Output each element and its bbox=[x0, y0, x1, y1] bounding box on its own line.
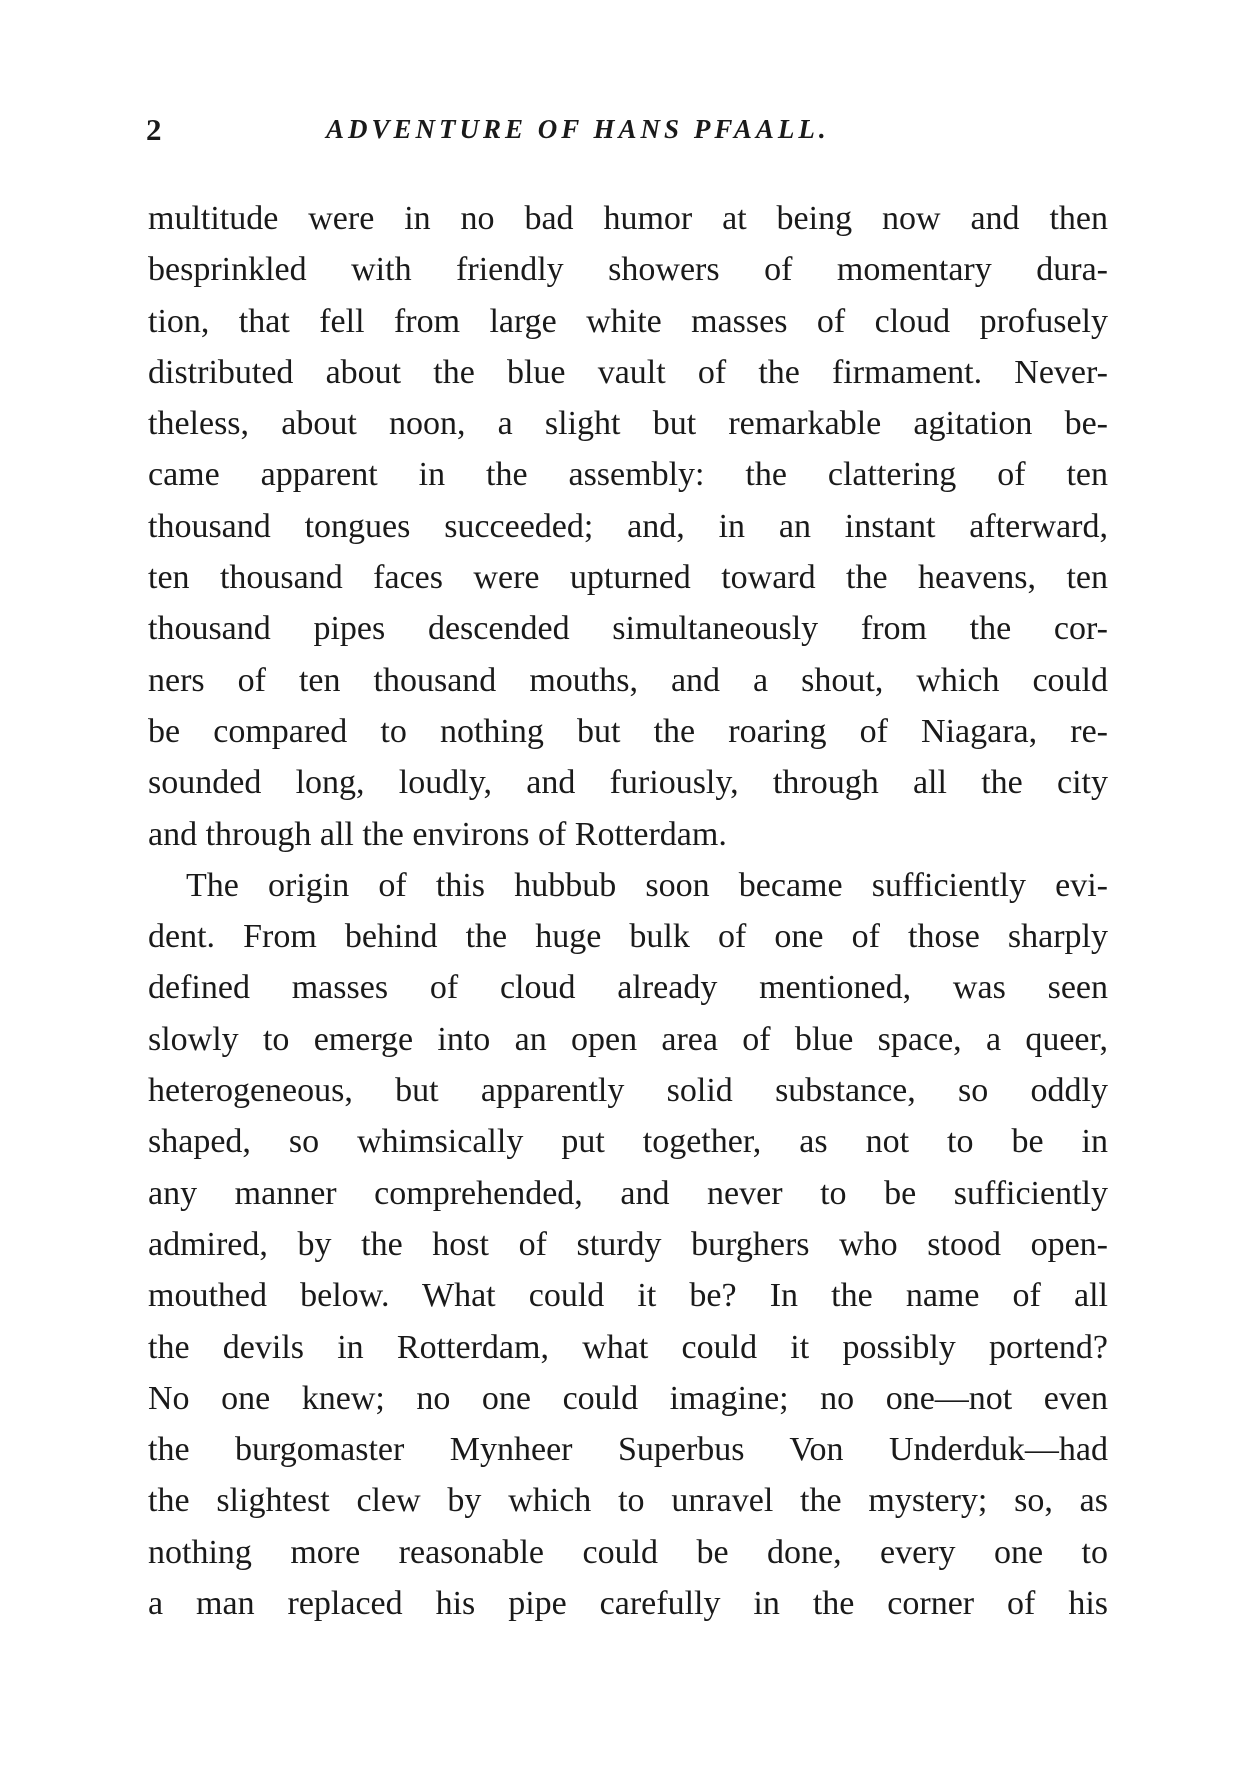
running-head bbox=[146, 112, 1106, 152]
text-line: a man replaced his pipe carefully in the corner of his bbox=[148, 1585, 1108, 1623]
running-title: ADVENTURE OF HANS PFAALL. bbox=[326, 114, 830, 144]
text-line: defined masses of cloud already mentioned, was seen bbox=[148, 969, 1108, 1007]
text-line: thousand tongues succeeded; and, in an instant afterward, bbox=[148, 507, 1108, 545]
paragraph-2 bbox=[148, 860, 1108, 1629]
text-line: nothing more reasonable could be done, every one to bbox=[148, 1533, 1108, 1571]
text-line: tion, that fell from large white masses of cloud profusely bbox=[148, 302, 1108, 340]
text-line: distributed about the blue vault of the firmament. Never- bbox=[148, 353, 1108, 391]
paragraph-1 bbox=[148, 193, 1108, 860]
text-line: multitude were in no bad humor at being now and then bbox=[148, 200, 1108, 237]
text-line: and through all the environs of Rotterdam. bbox=[148, 815, 727, 853]
text-line: sounded long, loudly, and furiously, through all the city bbox=[148, 764, 1108, 802]
text-line: slowly to emerge into an open area of blue space, a queer, bbox=[148, 1020, 1108, 1058]
text-line: the burgomaster Mynheer Superbus Von Underduk—had bbox=[148, 1431, 1108, 1469]
text-line: be compared to nothing but the roaring of Niagara, re- bbox=[148, 712, 1108, 750]
text-line: the slightest clew by which to unravel the mystery; so, as bbox=[148, 1482, 1108, 1520]
page-number: 2 bbox=[146, 112, 162, 147]
text-line: any manner comprehended, and never to be sufficiently bbox=[148, 1174, 1108, 1212]
text-line: came apparent in the assembly: the clattering of ten bbox=[148, 456, 1108, 494]
text-line: the devils in Rotterdam, what could it possibly portend? bbox=[148, 1328, 1108, 1366]
text-line: shaped, so whimsically put together, as not to be in bbox=[148, 1123, 1108, 1161]
body-text bbox=[148, 193, 1108, 1629]
text-line: ten thousand faces were upturned toward the heavens, ten bbox=[148, 559, 1108, 597]
text-line: No one knew; no one could imagine; no one—not even bbox=[148, 1379, 1108, 1417]
text-line: besprinkled with friendly showers of momentary dura- bbox=[148, 251, 1108, 289]
text-line: ners of ten thousand mouths, and a shout, which could bbox=[148, 661, 1108, 699]
text-line: dent. From behind the huge bulk of one of those sharply bbox=[148, 918, 1108, 956]
text-line: The origin of this hubbub soon became sufficiently evi- bbox=[186, 866, 1108, 904]
text-line: theless, about noon, a slight but remarkable agitation be- bbox=[148, 405, 1108, 443]
text-line: mouthed below. What could it be? In the name of all bbox=[148, 1277, 1108, 1315]
text-line: heterogeneous, but apparently solid substance, so oddly bbox=[148, 1072, 1108, 1110]
text-line: thousand pipes descended simultaneously from the cor- bbox=[148, 610, 1108, 648]
text-line: admired, by the host of sturdy burghers who stood open- bbox=[148, 1225, 1108, 1263]
